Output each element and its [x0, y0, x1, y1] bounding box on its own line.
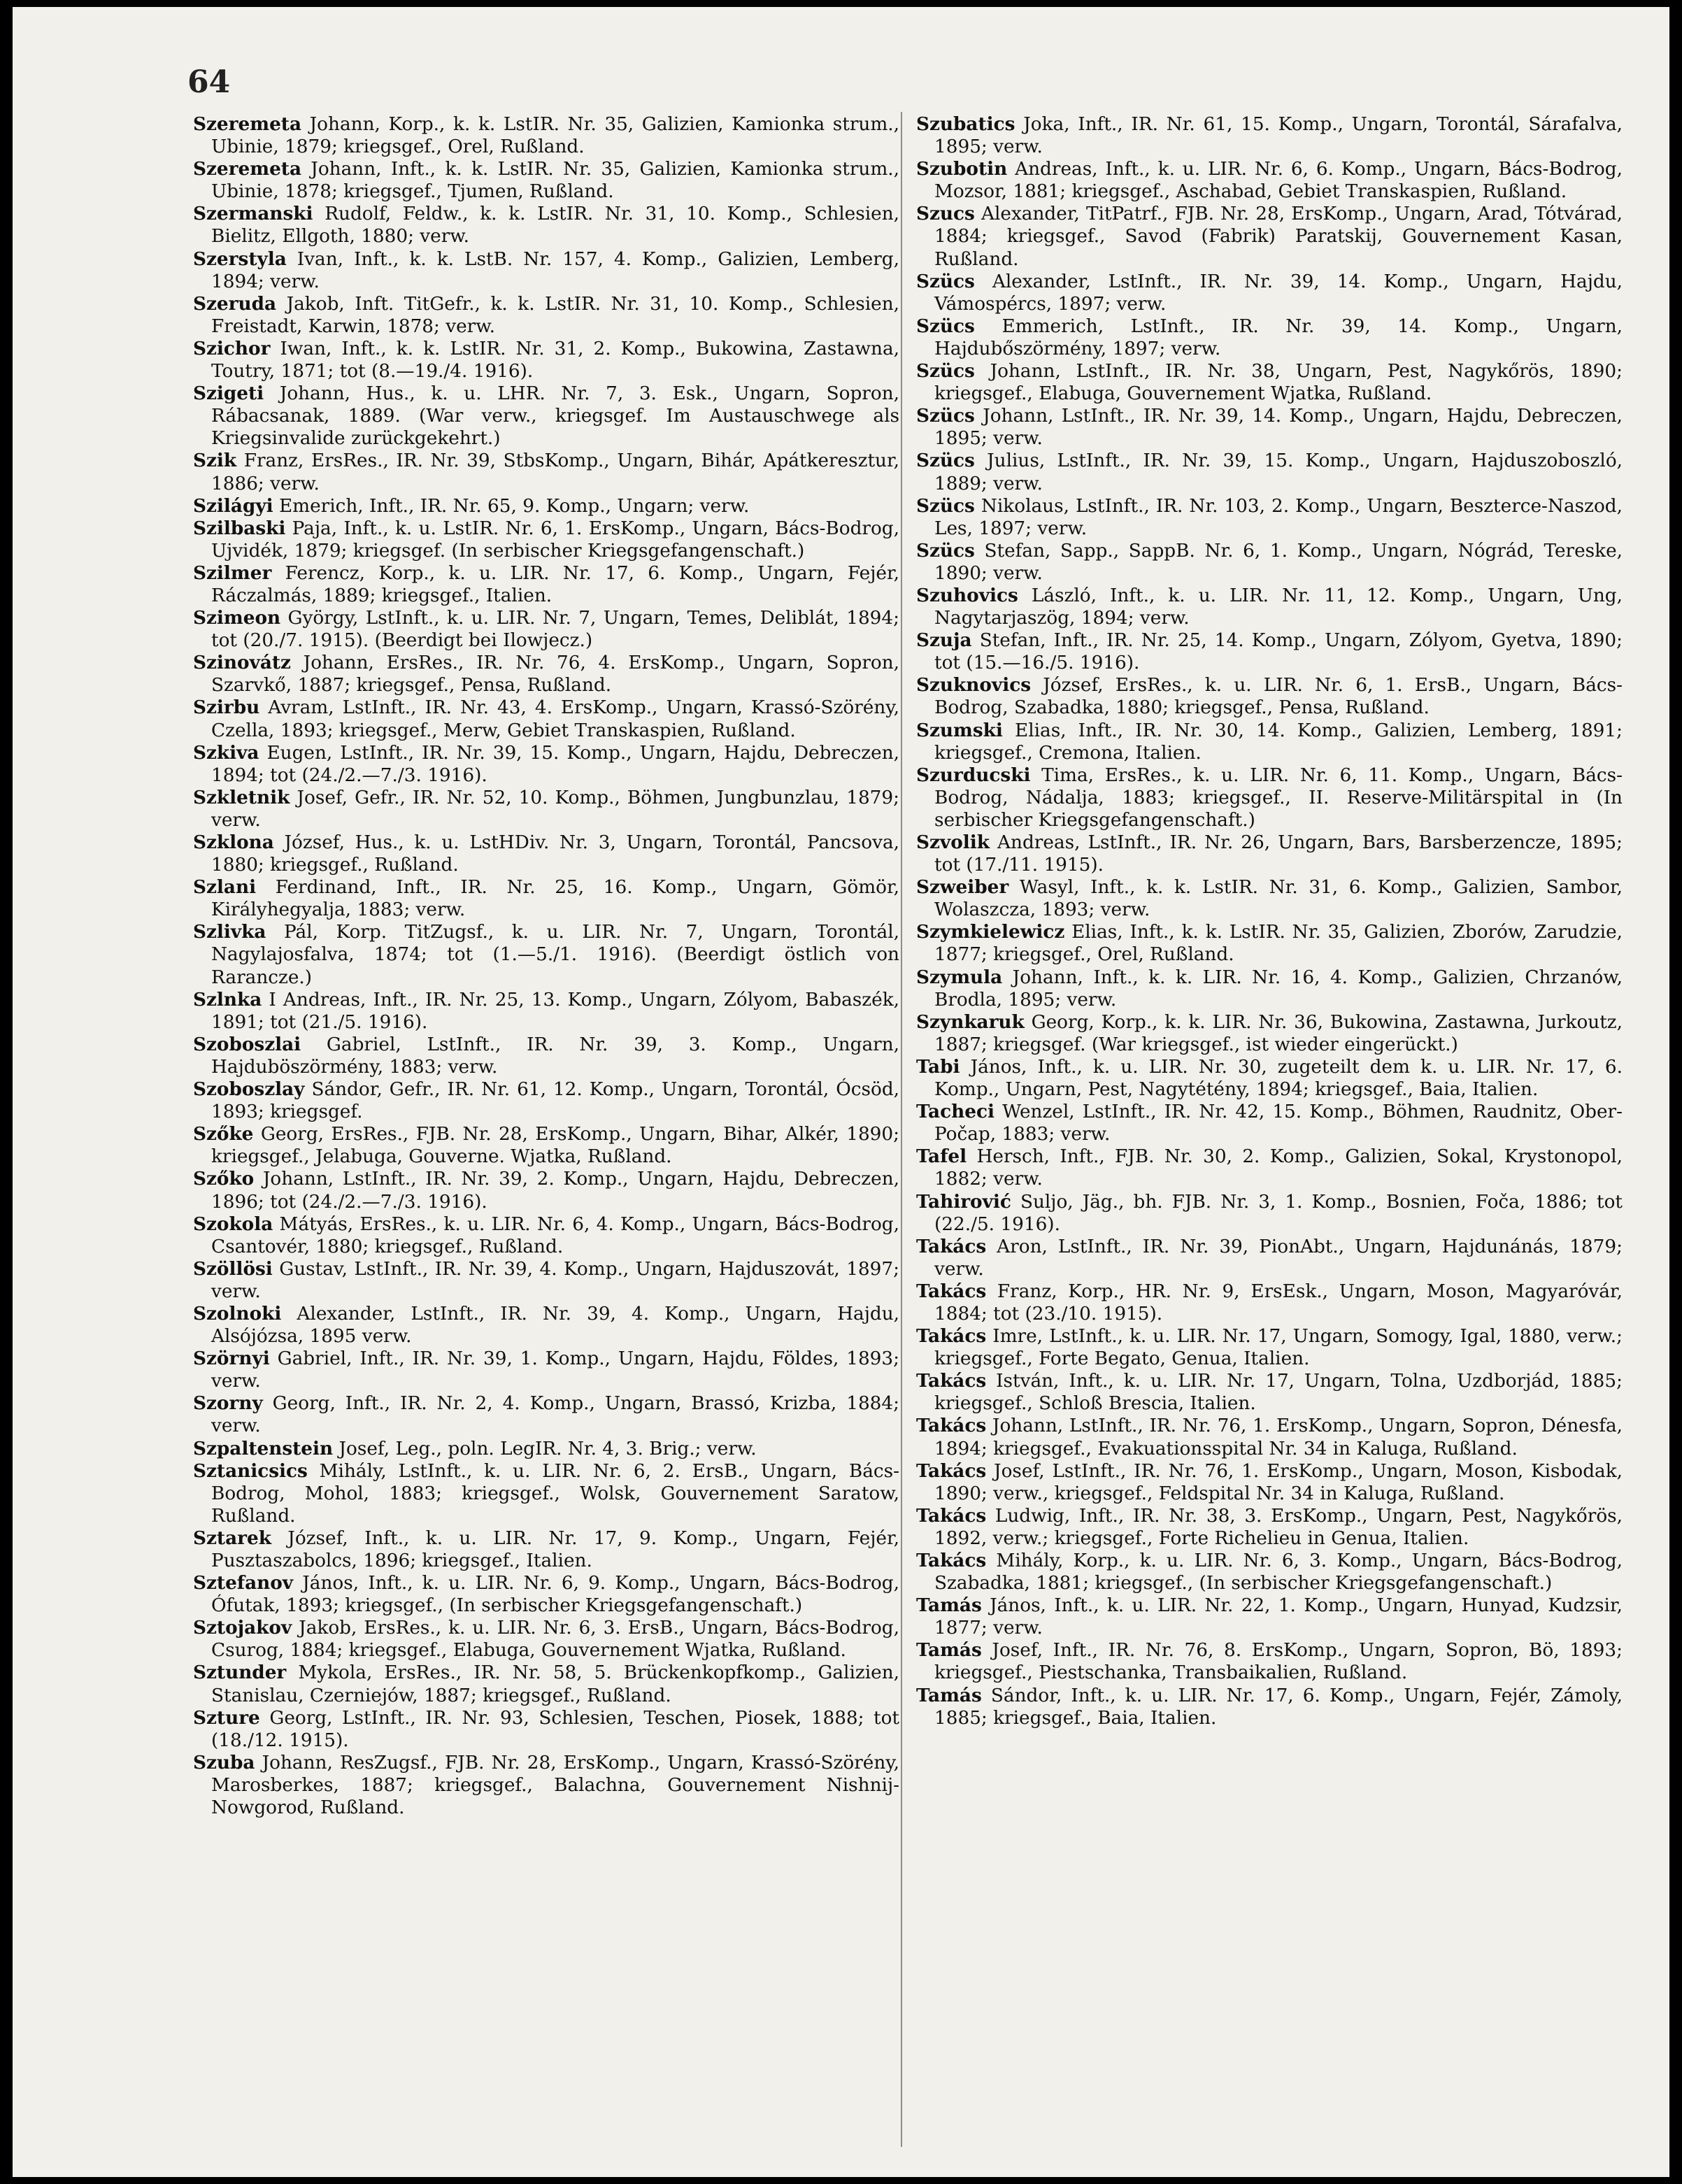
entry-surname: Szöllösi [193, 1257, 273, 1280]
roll-entry [916, 1280, 1623, 1325]
roll-entry [193, 293, 899, 338]
roll-entry [916, 1505, 1623, 1550]
entry-details: Nikolaus, LstInft., IR. Nr. 103, 2. Komp., Ungarn, Beszterce-Naszod, Les, 1897; verw. [934, 495, 1623, 539]
roll-entry [193, 1662, 899, 1706]
entry-details: Johann, LstInft., IR. Nr. 39, 14. Komp., Ungarn, Hajdu, Debreczen, 1895; verw. [934, 406, 1623, 450]
roll-entry [916, 1325, 1623, 1370]
roll-entry [916, 203, 1623, 270]
entry-details: Paja, Inft., k. u. LstIR. Nr. 6, 1. ErsKomp., Ungarn, Bács-Bodrog, Ujvidék, 1879; kriegsgef. (In serbischer Kriegsgefangenschaft.) [211, 518, 900, 562]
entry-details: Hersch, Inft., FJB. Nr. 30, 2. Komp., Galizien, Sokal, Krystonopol, 1882; verw. [934, 1146, 1623, 1190]
entry-surname: Sztojakov [193, 1617, 292, 1639]
entry-surname: Szinovátz [193, 652, 291, 674]
entry-surname: Szubotin [916, 158, 1008, 180]
roll-entry [916, 1056, 1623, 1101]
entry-details: József, ErsRes., k. u. LIR. Nr. 6, 1. ErsB., Ungarn, Bács-Bodrog, Szabadka, 1880; kriegsgef., Pensa, Rußland. [934, 675, 1623, 719]
roll-entry [193, 1617, 899, 1662]
entry-details: Mihály, Korp., k. u. LIR. Nr. 6, 3. Komp., Ungarn, Bács-Bodrog, Szabadka, 1881; kriegsgef., (In serbischer Kriegsgefangenschaft.) [934, 1550, 1623, 1594]
entry-details: Jakob, Inft. TitGefr., k. k. LstIR. Nr. 31, 10. Komp., Schlesien, Freistadt, Karwin, 1878; verw. [211, 293, 900, 337]
entry-details: János, Inft., k. u. LIR. Nr. 30, zugeteilt dem k. u. LIR. Nr. 17, 6. Komp., Ungarn, Pest, Nagytétény, 1894; kriegsgef., Baia, Italien. [934, 1056, 1623, 1101]
entry-details: Gabriel, LstInft., IR. Nr. 39, 3. Komp., Ungarn, Hajduböszörmény, 1883; verw. [211, 1034, 899, 1078]
entry-details: Ivan, Inft., k. k. LstB. Nr. 157, 4. Komp., Galizien, Lemberg, 1894; verw. [211, 248, 899, 292]
entry-surname: Tamás [916, 1684, 982, 1706]
entry-details: Tima, ErsRes., k. u. LIR. Nr. 6, 11. Komp., Ungarn, Bács-Bodrog, Nádalja, 1883; kriegsgef., II. Reserve-Militärspital in (In serbischer Kriegsgefangenschaft.) [934, 764, 1623, 831]
entry-surname: Szerstyla [193, 248, 287, 270]
roll-entry [193, 1572, 899, 1617]
entry-details: Johann, ResZugsf., FJB. Nr. 28, ErsKomp., Ungarn, Krassó-Szörény, Marosberkes, 1887; kriegsgef., Balachna, Gouvernement Nishnij-Nowgorod, Rußland. [211, 1752, 900, 1819]
entry-surname: Szeremeta [193, 113, 301, 135]
roll-entry [916, 113, 1623, 158]
roll-entry [193, 1258, 899, 1303]
entry-details: Andreas, Inft., k. u. LIR. Nr. 6, 6. Komp., Ungarn, Bács-Bodrog, Mozsor, 1881; kriegsgef., Aschabad, Gebiet Transkaspien, Rußland. [934, 159, 1623, 203]
entry-surname: Sztunder [193, 1662, 287, 1684]
roll-entry [193, 495, 899, 518]
entry-surname: Szücs [916, 450, 975, 472]
entry-details: Franz, ErsRes., IR. Nr. 39, StbsKomp., Ungarn, Bihár, Apátkeresztur, 1886; verw. [211, 450, 899, 494]
entry-surname: Szture [193, 1706, 260, 1729]
entry-details: Johann, ErsRes., IR. Nr. 76, 4. ErsKomp., Ungarn, Sopron, Szarvkő, 1887; kriegsgef., Pensa, Rußland. [211, 652, 900, 697]
entry-details: Johann, Hus., k. u. LHR. Nr. 7, 3. Esk., Ungarn, Sopron, Rábacsanak, 1889. (War verw., kriegsgef. Im Austauschwege als Kriegsinvalide zurückgekehrt.) [211, 383, 900, 450]
entry-surname: Szücs [916, 270, 975, 292]
entry-surname: Szumski [916, 719, 1003, 741]
left-column [193, 113, 899, 1819]
entry-details: Josef, Leg., poln. LegIR. Nr. 4, 3. Brig.; verw. [338, 1438, 757, 1459]
entry-surname: Tahirović [916, 1190, 1011, 1213]
entry-details: Johann, Inft., k. k. LstIR. Nr. 35, Galizien, Kamionka strum., Ubinie, 1878; kriegsgef., Tjumen, Rußland. [211, 159, 900, 203]
entry-surname: Takács [916, 1280, 987, 1302]
entry-surname: Szkletnik [193, 786, 290, 808]
entry-surname: Szpaltenstein [193, 1437, 334, 1459]
entry-details: Avram, LstInft., IR. Nr. 43, 4. ErsKomp., Ungarn, Krassó-Szörény, Czella, 1893; kriegsgef., Merw, Gebiet Transkaspien, Rußland. [211, 697, 900, 741]
entry-details: Gabriel, Inft., IR. Nr. 39, 1. Komp., Ungarn, Hajdu, Földes, 1893; verw. [211, 1348, 900, 1392]
entry-surname: Szeruda [193, 292, 277, 315]
entry-surname: Szücs [916, 315, 975, 337]
roll-entry [916, 405, 1623, 450]
entry-surname: Tacheci [916, 1101, 995, 1123]
entry-details: Stefan, Inft., IR. Nr. 25, 14. Komp., Ungarn, Zólyom, Gyetva, 1890; tot (15.—16./5. 1916). [934, 630, 1623, 674]
roll-entry [916, 315, 1623, 360]
roll-entry [193, 248, 899, 293]
roll-entry [916, 832, 1623, 876]
entry-details: Josef, Gefr., IR. Nr. 52, 10. Komp., Böhmen, Jungbunzlau, 1879; verw. [211, 787, 899, 831]
roll-entry [916, 876, 1623, 921]
entry-surname: Szubatics [916, 113, 1015, 135]
entry-details: Pál, Korp. TitZugsf., k. u. LIR. Nr. 7, Ungarn, Torontál, Nagylajosfalva, 1874; tot (1.—5./1. 1916). (Beerdigt östlich von Rarancze.) [211, 922, 899, 988]
right-column [916, 113, 1623, 1729]
entry-details: Georg, Inft., IR. Nr. 2, 4. Komp., Ungarn, Brassó, Krizba, 1884; verw. [211, 1393, 900, 1437]
entry-details: Josef, Inft., IR. Nr. 76, 8. ErsKomp., Ungarn, Sopron, Bö, 1893; kriegsgef., Piestschanka, Transbaikalien, Rußland. [934, 1640, 1623, 1684]
entry-surname: Szoboszlay [193, 1078, 305, 1101]
entry-details: Johann, LstInft., IR. Nr. 38, Ungarn, Pest, Nagykőrös, 1890; kriegsgef., Elabuga, Gouvernement Wjatka, Rußland. [934, 361, 1623, 405]
entry-surname: Takács [916, 1370, 987, 1392]
entry-surname: Szlani [193, 876, 257, 899]
roll-entry [916, 360, 1623, 405]
entry-surname: Szigeti [193, 383, 264, 405]
entry-surname: Tafel [916, 1145, 967, 1168]
entry-surname: Tabi [916, 1055, 960, 1078]
entry-surname: Szörnyi [193, 1348, 270, 1370]
entry-details: Sándor, Inft., k. u. LIR. Nr. 17, 6. Komp., Ungarn, Fejér, Zámoly, 1885; kriegsgef., Baia, Italien. [934, 1685, 1623, 1729]
entry-surname: Szermanski [193, 203, 313, 225]
entry-surname: Szkiva [193, 741, 259, 764]
entry-surname: Szimeon [193, 607, 281, 629]
entry-details: Iwan, Inft., k. k. LstIR. Nr. 31, 2. Komp., Bukowina, Zastawna, Toutry, 1871; tot (8.—19./4. 1916). [211, 338, 900, 383]
entry-surname: Szilmer [193, 562, 272, 584]
roll-entry [916, 629, 1623, 674]
roll-entry [193, 652, 899, 697]
entry-details: József, Inft., k. u. LIR. Nr. 17, 9. Komp., Ungarn, Fejér, Pusztaszabolcs, 1896; kriegsgef., Italien. [211, 1527, 900, 1571]
document-page [13, 7, 1669, 2177]
entry-surname: Takács [916, 1325, 987, 1348]
roll-entry [193, 989, 899, 1034]
entry-details: Elias, Inft., k. k. LstIR. Nr. 35, Galizien, Zborów, Zarudzie, 1877; kriegsgef., Orel, Rußland. [934, 922, 1623, 966]
roll-entry [193, 338, 899, 383]
entry-surname: Tamás [916, 1594, 982, 1617]
entry-details: Joka, Inft., IR. Nr. 61, 15. Komp., Ungarn, Torontál, Sárafalva, 1895; verw. [934, 114, 1623, 158]
roll-entry [916, 271, 1623, 315]
roll-entry [916, 1639, 1623, 1684]
entry-details: Ferencz, Korp., k. u. LIR. Nr. 17, 6. Komp., Ungarn, Fejér, Ráczalmás, 1889; kriegsgef., Italien. [211, 562, 899, 606]
entry-surname: Szurducski [916, 764, 1031, 786]
entry-details: Franz, Korp., HR. Nr. 9, ErsEsk., Ungarn, Moson, Magyaróvár, 1884; tot (23./10. 1915). [934, 1280, 1623, 1325]
roll-entry [193, 921, 899, 988]
roll-entry [193, 383, 899, 450]
entry-surname: Takács [916, 1415, 987, 1437]
entry-surname: Szweiber [916, 876, 1009, 899]
entry-details: Mykola, ErsRes., IR. Nr. 58, 5. Brückenkopfkomp., Galizien, Stanislau, Czerniejów, 1887; kriegsgef., Rußland. [211, 1662, 899, 1706]
roll-entry [916, 1460, 1623, 1505]
entry-surname: Sztarek [193, 1527, 271, 1549]
entry-surname: Szoboszlai [193, 1033, 301, 1055]
entry-surname: Szeremeta [193, 158, 301, 180]
entry-surname: Szuba [193, 1751, 255, 1773]
entry-details: Sándor, Gefr., IR. Nr. 61, 12. Komp., Ungarn, Torontál, Ócsöd, 1893; kriegsgef. [211, 1079, 900, 1123]
entry-surname: Takács [916, 1550, 987, 1571]
entry-details: Aron, LstInft., IR. Nr. 39, PionAbt., Ungarn, Hajdunánás, 1879; verw. [934, 1236, 1623, 1280]
roll-entry [916, 674, 1623, 719]
entry-details: Alexander, TitPatrf., FJB. Nr. 28, ErsKomp., Ungarn, Arad, Tótvárad, 1884; kriegsgef., Savod (Fabrik) Paratskij, Gouvernement Kasan, Rußland. [934, 204, 1623, 270]
roll-entry [193, 518, 899, 562]
roll-entry [916, 1101, 1623, 1145]
entry-details: Johann, LstInft., IR. Nr. 39, 2. Komp., Ungarn, Hajdu, Debreczen, 1896; tot (24./2.—7./3. 1916). [211, 1169, 899, 1213]
roll-entry [193, 1123, 899, 1168]
entry-surname: Szirbu [193, 697, 260, 719]
entry-details: Alexander, LstInft., IR. Nr. 39, 4. Komp., Ungarn, Hajdu, Alsójózsa, 1895 verw. [211, 1303, 899, 1348]
entry-details: Andreas, LstInft., IR. Nr. 26, Ungarn, Bars, Barsberzencze, 1895; tot (17./11. 1915). [934, 832, 1623, 876]
roll-entry [193, 1752, 899, 1819]
roll-entry [916, 1236, 1623, 1280]
entry-surname: Tamás [916, 1639, 982, 1662]
roll-entry [193, 832, 899, 876]
entry-details: Emerich, Inft., IR. Nr. 65, 9. Komp., Ungarn; verw. [278, 495, 750, 517]
roll-entry [193, 1438, 899, 1460]
entry-details: István, Inft., k. u. LIR. Nr. 17, Ungarn, Tolna, Uzdborjád, 1885; kriegsgef., Schloß Brescia, Italien. [934, 1371, 1623, 1415]
entry-details: Johann, LstInft., IR. Nr. 76, 1. ErsKomp., Ungarn, Sopron, Dénesfa, 1894; kriegsgef., Evakuationsspital Nr. 34 in Kaluga, Rußland. [934, 1415, 1623, 1459]
roll-entry [193, 697, 899, 741]
entry-details: Eugen, LstInft., IR. Nr. 39, 15. Komp., Ungarn, Hajdu, Debreczen, 1894; tot (24./2.—7./3. 1916). [211, 742, 900, 786]
roll-entry [193, 742, 899, 787]
entry-details: Emmerich, LstInft., IR. Nr. 39, 14. Komp., Ungarn, Hajdubőszörmény, 1897; verw. [934, 315, 1623, 359]
entry-details: Georg, Korp., k. k. LIR. Nr. 36, Bukowina, Zastawna, Jurkoutz, 1887; kriegsgef. (War kriegsgef., ist wieder eingerückt.) [934, 1011, 1623, 1055]
entry-details: Johann, Inft., k. k. LIR. Nr. 16, 4. Komp., Galizien, Chrzanów, Brodla, 1895; verw. [934, 966, 1623, 1011]
entry-details: János, Inft., k. u. LIR. Nr. 6, 9. Komp., Ungarn, Bács-Bodrog, Ófutak, 1893; kriegsgef., (In serbischer Kriegsgefangenschaft.) [211, 1573, 899, 1617]
entry-details: Ludwig, Inft., IR. Nr. 38, 3. ErsKomp., Ungarn, Pest, Nagykőrös, 1892, verw.; kriegsgef., Forte Richelieu in Genua, Italien. [934, 1505, 1623, 1549]
roll-entry [193, 1527, 899, 1572]
entry-surname: Szilbaski [193, 517, 286, 539]
entry-surname: Szichor [193, 337, 271, 359]
roll-entry [916, 1011, 1623, 1056]
entry-surname: Sztefanov [193, 1572, 294, 1594]
entry-details: László, Inft., k. u. LIR. Nr. 11, 12. Komp., Ungarn, Ung, Nagytarjaszög, 1894; verw. [934, 585, 1623, 629]
entry-details: Georg, LstInft., IR. Nr. 93, Schlesien, Teschen, Piosek, 1888; tot (18./12. 1915). [211, 1707, 900, 1751]
roll-entry [193, 158, 899, 203]
entry-details: Ferdinand, Inft., IR. Nr. 25, 16. Komp., Ungarn, Gömör, Királyhegyalja, 1883; verw. [211, 877, 899, 921]
roll-entry [916, 1594, 1623, 1639]
roll-entry [916, 1415, 1623, 1459]
entry-details: Josef, LstInft., IR. Nr. 76, 1. ErsKomp., Ungarn, Moson, Kisbodak, 1890; verw., kriegsgef., Feldspital Nr. 34 in Kaluga, Rußland. [934, 1460, 1623, 1504]
entry-surname: Szymkielewicz [916, 921, 1065, 943]
roll-entry [916, 1550, 1623, 1594]
entry-surname: Szuhovics [916, 584, 1018, 606]
page-number: 64 [187, 64, 231, 100]
entry-details: Suljo, Jäg., bh. FJB. Nr. 3, 1. Komp., Bosnien, Foča, 1886; tot (22./5. 1916). [934, 1191, 1623, 1235]
roll-entry [193, 876, 899, 921]
roll-entry [193, 607, 899, 652]
roll-entry [916, 540, 1623, 585]
entry-surname: Szklona [193, 832, 274, 853]
entry-surname: Szolnoki [193, 1302, 282, 1325]
roll-entry [916, 495, 1623, 540]
entry-surname: Szuknovics [916, 674, 1032, 697]
entry-surname: Takács [916, 1504, 987, 1527]
entry-surname: Szlivka [193, 921, 266, 943]
roll-entry [193, 1078, 899, 1123]
roll-entry [193, 562, 899, 607]
roll-entry [916, 921, 1623, 966]
entry-details: György, LstInft., k. u. LIR. Nr. 7, Ungarn, Temes, Deliblát, 1894; tot (20./7. 1915). (Beerdigt bei Ilowjecz.) [211, 608, 899, 652]
entry-surname: Szőko [193, 1168, 255, 1190]
entry-details: Mihály, LstInft., k. u. LIR. Nr. 6, 2. ErsB., Ungarn, Bács-Bodrog, Mohol, 1883; kriegsgef., Wolsk, Gouvernement Saratow, Rußland. [211, 1460, 900, 1527]
entry-surname: Takács [916, 1235, 987, 1257]
entry-details: Julius, LstInft., IR. Nr. 39, 15. Komp., Ungarn, Hajduszoboszló, 1889; verw. [934, 450, 1623, 494]
entry-surname: Takács [916, 1459, 987, 1482]
roll-entry [193, 1392, 899, 1437]
entry-details: Imre, LstInft., k. u. LIR. Nr. 17, Ungarn, Somogy, Igal, 1880, verw.; kriegsgef., Forte Begato, Genua, Italien. [934, 1326, 1623, 1370]
roll-entry [193, 113, 899, 158]
entry-details: Mátyás, ErsRes., k. u. LIR. Nr. 6, 4. Komp., Ungarn, Bács-Bodrog, Csantovér, 1880; kriegsgef., Rußland. [211, 1213, 899, 1257]
roll-entry [193, 1168, 899, 1213]
entry-surname: Szymula [916, 966, 1003, 988]
entry-surname: Szücs [916, 494, 975, 517]
entry-details: I Andreas, Inft., IR. Nr. 25, 13. Komp., Ungarn, Zólyom, Babaszék, 1891; tot (21./5. 1916). [211, 989, 900, 1033]
roll-entry [916, 585, 1623, 629]
entry-details: József, Hus., k. u. LstHDiv. Nr. 3, Ungarn, Torontál, Pancsova, 1880; kriegsgef., Rußland. [211, 832, 900, 876]
entry-details: Elias, Inft., IR. Nr. 30, 14. Komp., Galizien, Lemberg, 1891; kriegsgef., Cremona, Italien. [934, 720, 1623, 764]
entry-surname: Szőke [193, 1123, 254, 1145]
entry-surname: Szvolik [916, 832, 990, 853]
roll-entry [193, 787, 899, 832]
entry-details: Jakob, ErsRes., k. u. LIR. Nr. 6, 3. ErsB., Ungarn, Bács-Bodrog, Csurog, 1884; kriegsgef., Elabuga, Gouvernement Wjatka, Rußland. [211, 1618, 899, 1662]
entry-surname: Szuja [916, 629, 972, 652]
roll-entry [193, 1460, 899, 1527]
entry-surname: Szynkaruk [916, 1011, 1025, 1033]
column-divider [901, 112, 902, 2147]
roll-entry [193, 1303, 899, 1348]
entry-surname: Sztanicsics [193, 1459, 308, 1482]
entry-surname: Szücs [916, 360, 975, 383]
entry-details: Johann, Korp., k. k. LstIR. Nr. 35, Galizien, Kamionka strum., Ubinie, 1879; kriegsgef., Orel, Rußland. [211, 114, 900, 158]
entry-surname: Szilágyi [193, 494, 273, 517]
entry-surname: Szucs [916, 203, 975, 225]
roll-entry [916, 1370, 1623, 1415]
roll-entry [916, 1191, 1623, 1236]
entry-surname: Szorny [193, 1392, 263, 1415]
entry-surname: Szlnka [193, 988, 262, 1011]
roll-entry [193, 1213, 899, 1258]
entry-details: Wenzel, LstInft., IR. Nr. 42, 15. Komp., Böhmen, Raudnitz, Ober-Počap, 1883; verw. [934, 1101, 1623, 1145]
entry-details: Gustav, LstInft., IR. Nr. 39, 4. Komp., Ungarn, Hajduszovát, 1897; verw. [211, 1258, 899, 1302]
entry-surname: Szücs [916, 405, 975, 427]
roll-entry [916, 1145, 1623, 1190]
roll-entry [193, 1034, 899, 1078]
entry-details: János, Inft., k. u. LIR. Nr. 22, 1. Komp., Ungarn, Hunyad, Kudzsir, 1877; verw. [934, 1595, 1623, 1639]
entry-details: Alexander, LstInft., IR. Nr. 39, 14. Komp., Ungarn, Hajdu, Vámospércs, 1897; verw. [934, 271, 1623, 315]
roll-entry [916, 450, 1623, 494]
entry-surname: Szik [193, 450, 237, 472]
entry-surname: Szokola [193, 1213, 273, 1235]
roll-entry [916, 720, 1623, 764]
entry-details: Rudolf, Feldw., k. k. LstIR. Nr. 31, 10. Komp., Schlesien, Bielitz, Ellgoth, 1880; verw. [211, 204, 900, 248]
entry-surname: Szücs [916, 539, 975, 562]
entry-details: Stefan, Sapp., SappB. Nr. 6, 1. Komp., Ungarn, Nógrád, Tereske, 1890; verw. [934, 540, 1623, 584]
roll-entry [916, 158, 1623, 203]
roll-entry [916, 764, 1623, 832]
roll-entry [193, 1348, 899, 1392]
roll-entry [916, 1685, 1623, 1729]
roll-entry [193, 203, 899, 248]
roll-entry [193, 1707, 899, 1752]
entry-details: Wasyl, Inft., k. k. LstIR. Nr. 31, 6. Komp., Galizien, Sambor, Wolaszcza, 1893; verw. [934, 877, 1623, 921]
roll-entry [193, 450, 899, 494]
roll-entry [916, 966, 1623, 1011]
entry-details: Georg, ErsRes., FJB. Nr. 28, ErsKomp., Ungarn, Bihar, Alkér, 1890; kriegsgef., Jelabuga, Gouverne. Wjatka, Rußland. [211, 1124, 900, 1168]
